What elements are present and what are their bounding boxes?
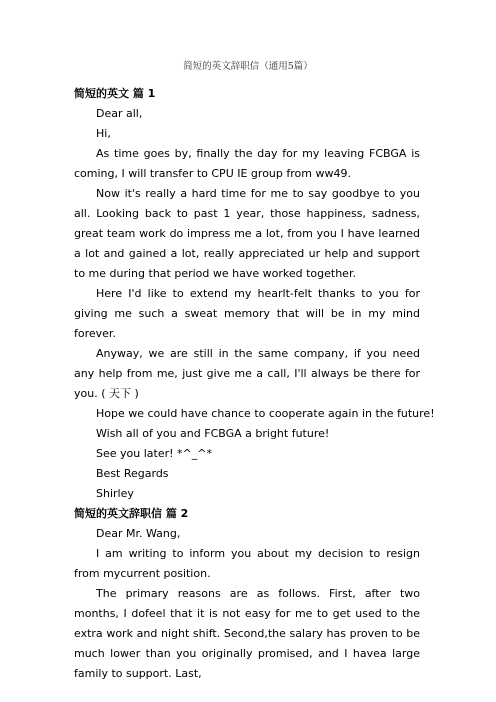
section-heading: 简短的英文辞职信 篇 2 bbox=[74, 507, 189, 520]
salutation: Dear all, bbox=[96, 107, 143, 120]
signature-name: Shirley bbox=[96, 487, 134, 500]
closing: Best Regards bbox=[96, 467, 169, 480]
document-body bbox=[74, 84, 435, 684]
body-paragraph: Here I'd like to extend my hearlt-felt thanks to you for giving me such a sweat memory that will be in my mind forever. bbox=[74, 287, 420, 340]
body-paragraph: Now it's really a hard time for me to say goodbye to you all. Looking back to past 1 year, those happiness, sadness, great team work do impress me a lot, from you I have learned a lot and gained a lot, really appreciated ur help and support to me during that period we have worked together. bbox=[74, 187, 420, 280]
body-paragraph: Anyway, we are still in the same company, if you need any help from me, just give me a call, I'll always be there for you. ( 天下 ) bbox=[74, 347, 420, 400]
body-line: Hope we could have chance to cooperate again in the future! bbox=[96, 407, 435, 420]
body-paragraph: I am writing to inform you about my decision to resign from mycurrent position. bbox=[74, 547, 420, 580]
body-line: See you later! *^_^* bbox=[96, 447, 212, 460]
greeting: Hi, bbox=[96, 127, 111, 140]
salutation: Dear Mr. Wang, bbox=[96, 527, 181, 540]
document-title: 简短的英文辞职信（通用5篇） bbox=[183, 61, 313, 72]
body-line: Wish all of you and FCBGA a bright future! bbox=[96, 427, 330, 440]
section-heading: 简短的英文 篇 1 bbox=[74, 87, 156, 100]
body-paragraph: As time goes by, finally the day for my leaving FCBGA is coming, I will transfer to CPU IE group from ww49. bbox=[74, 147, 420, 180]
body-paragraph: The primary reasons are as follows. First, after two months, I dofeel that it is not easy for me to get used to the extra work and night shift. Second,the salary has proven to be much lower than you originally promised, and I havea large family to support. Last, bbox=[74, 587, 420, 680]
